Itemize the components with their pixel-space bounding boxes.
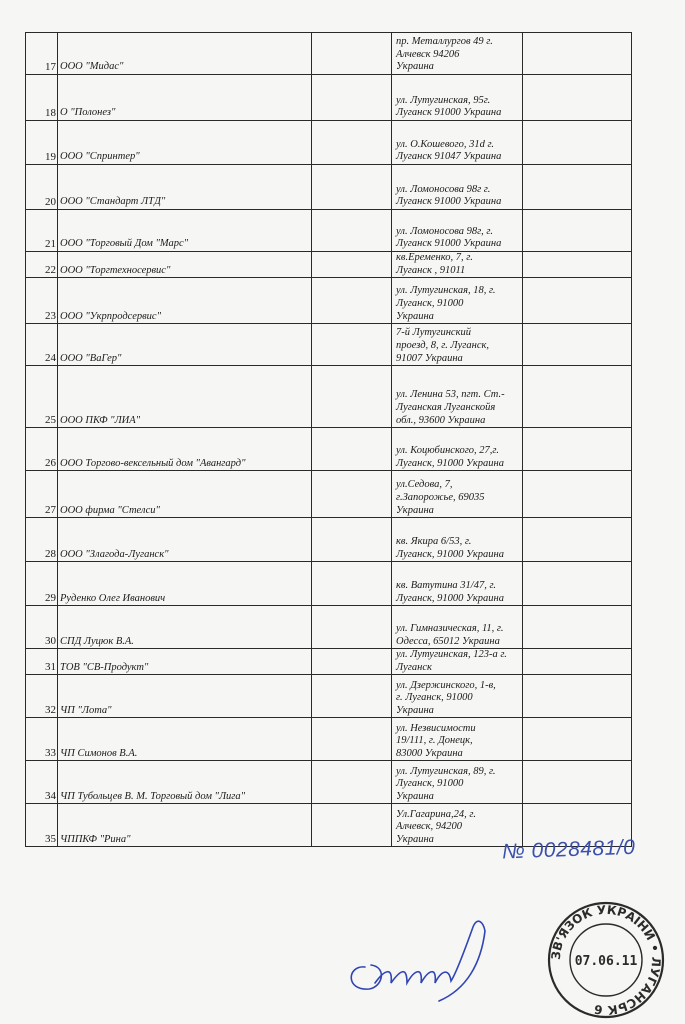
- empty-cell: [312, 121, 392, 165]
- company-name: Руденко Олег Иванович: [58, 562, 312, 606]
- empty-cell: [312, 324, 392, 366]
- address-table: [25, 32, 632, 847]
- table-row: [26, 121, 632, 165]
- row-number: 35: [26, 804, 58, 847]
- empty-cell: [312, 75, 392, 121]
- empty-cell: [523, 121, 632, 165]
- empty-cell: [312, 649, 392, 675]
- row-number: 17: [26, 33, 58, 75]
- empty-cell: [312, 278, 392, 324]
- company-name: ЧППКФ "Рина": [58, 804, 312, 847]
- company-name: ООО "ВаГер": [58, 324, 312, 366]
- empty-cell: [312, 33, 392, 75]
- row-number: 28: [26, 518, 58, 562]
- table-row: [26, 252, 632, 278]
- empty-cell: [312, 606, 392, 649]
- empty-cell: [523, 428, 632, 471]
- company-name: ООО "Злагода-Луганск": [58, 518, 312, 562]
- empty-cell: [523, 75, 632, 121]
- empty-cell: [312, 165, 392, 210]
- company-address: кв.Еременко, 7, г. Луганск , 91011: [392, 252, 523, 278]
- empty-cell: [312, 718, 392, 761]
- table-row: [26, 761, 632, 804]
- row-number: 21: [26, 210, 58, 252]
- company-address: ул. Коцюбинского, 27,г. Луганск, 91000 Украина: [392, 428, 523, 471]
- empty-cell: [312, 252, 392, 278]
- row-number: 29: [26, 562, 58, 606]
- empty-cell: [523, 210, 632, 252]
- row-number: 34: [26, 761, 58, 804]
- empty-cell: [523, 761, 632, 804]
- row-number: 19: [26, 121, 58, 165]
- row-number: 24: [26, 324, 58, 366]
- company-address: ул. Гимназическая, 11, г. Одесса, 65012 Украина: [392, 606, 523, 649]
- row-number: 30: [26, 606, 58, 649]
- company-address: кв. Якира 6/53, г. Луганск, 91000 Украина: [392, 518, 523, 562]
- table-row: [26, 324, 632, 366]
- empty-cell: [523, 366, 632, 428]
- company-address: пр. Металлургов 49 г. Алчевск 94206 Украина: [392, 33, 523, 75]
- table-row: [26, 606, 632, 649]
- company-address: ул. Лутугинская, 123-а г. Луганск: [392, 649, 523, 675]
- registration-number: № 0028481/0: [501, 835, 636, 864]
- table-row: [26, 165, 632, 210]
- empty-cell: [523, 518, 632, 562]
- empty-cell: [312, 428, 392, 471]
- company-name: ЧП Симонов В.А.: [58, 718, 312, 761]
- row-number: 25: [26, 366, 58, 428]
- table-row: [26, 75, 632, 121]
- empty-cell: [312, 518, 392, 562]
- company-name: ООО "Мидас": [58, 33, 312, 75]
- empty-cell: [312, 366, 392, 428]
- postal-stamp: [542, 900, 670, 1020]
- row-number: 33: [26, 718, 58, 761]
- company-address: ул. Лутугинская, 95г. Луганск 91000 Украина: [392, 75, 523, 121]
- stamp-ring-text: ЗВ'ЯЗОК УКРАЇНИ • ЛУГАНСЬК 6: [548, 902, 664, 1018]
- company-name: ООО Торгово-вексельный дом "Авангард": [58, 428, 312, 471]
- company-name: ООО "Торгтехносервис": [58, 252, 312, 278]
- company-name: ТОВ "СВ-Продукт": [58, 649, 312, 675]
- row-number: 20: [26, 165, 58, 210]
- row-number: 22: [26, 252, 58, 278]
- empty-cell: [523, 165, 632, 210]
- empty-cell: [523, 675, 632, 718]
- empty-cell: [523, 278, 632, 324]
- table-row: [26, 366, 632, 428]
- empty-cell: [523, 562, 632, 606]
- company-address: Ул.Гагарина,24, г. Алчевск, 94200 Украина: [392, 804, 523, 847]
- table-row: [26, 210, 632, 252]
- company-name: ООО "Укрпродсервис": [58, 278, 312, 324]
- empty-cell: [523, 649, 632, 675]
- empty-cell: [523, 33, 632, 75]
- empty-cell: [523, 471, 632, 518]
- company-address: ул. Ломоносова 98г г. Луганск 91000 Украина: [392, 165, 523, 210]
- company-name: ЧП "Лота": [58, 675, 312, 718]
- company-address: ул. Ломоносова 98г, г. Луганск 91000 Украина: [392, 210, 523, 252]
- company-name: ЧП Тубольцев В. М. Торговый дом "Лига": [58, 761, 312, 804]
- row-number: 26: [26, 428, 58, 471]
- table-row: [26, 471, 632, 518]
- company-address: ул. Дзержинского, 1-в, г. Луганск, 91000 Украина: [392, 675, 523, 718]
- table-row: [26, 278, 632, 324]
- company-name: СПД Луцюк В.А.: [58, 606, 312, 649]
- company-address: 7-й Лутугинский проезд, 8, г. Луганск, 91007 Украина: [392, 324, 523, 366]
- table-row: [26, 718, 632, 761]
- table-row: [26, 518, 632, 562]
- empty-cell: [312, 675, 392, 718]
- signature: [335, 905, 495, 1015]
- company-address: ул. Незвисимости 19/111, г. Донецк, 83000 Украина: [392, 718, 523, 761]
- stamp-date: 07.06.11: [574, 954, 638, 969]
- company-name: ООО фирма "Стелси": [58, 471, 312, 518]
- empty-cell: [312, 210, 392, 252]
- empty-cell: [312, 471, 392, 518]
- table-row: [26, 675, 632, 718]
- company-name: ООО ПКФ "ЛИА": [58, 366, 312, 428]
- empty-cell: [312, 761, 392, 804]
- company-name: ООО "Стандарт ЛТД": [58, 165, 312, 210]
- empty-cell: [523, 324, 632, 366]
- company-name: ООО "Торговый Дом "Марс": [58, 210, 312, 252]
- table-row: [26, 33, 632, 75]
- company-address: кв. Ватутина 31/47, г. Луганск, 91000 Украина: [392, 562, 523, 606]
- table-row: [26, 649, 632, 675]
- empty-cell: [523, 606, 632, 649]
- empty-cell: [523, 252, 632, 278]
- row-number: 23: [26, 278, 58, 324]
- company-name: О "Полонез": [58, 75, 312, 121]
- row-number: 18: [26, 75, 58, 121]
- company-address: ул. О.Кошевого, 31d г. Луганск 91047 Украина: [392, 121, 523, 165]
- table-row: [26, 428, 632, 471]
- empty-cell: [523, 718, 632, 761]
- company-address: ул. Ленина 53, пгт. Ст.- Луганская Луганскойя обл., 93600 Украина: [392, 366, 523, 428]
- company-name: ООО "Спринтер": [58, 121, 312, 165]
- company-address: ул. Лутугинская, 18, г. Луганск, 91000 Украина: [392, 278, 523, 324]
- row-number: 31: [26, 649, 58, 675]
- company-address: ул. Лутугинская, 89, г. Луганск, 91000 Украина: [392, 761, 523, 804]
- empty-cell: [312, 562, 392, 606]
- row-number: 32: [26, 675, 58, 718]
- row-number: 27: [26, 471, 58, 518]
- empty-cell: [312, 804, 392, 847]
- company-address: ул.Седова, 7, г.Запорожье, 69035 Украина: [392, 471, 523, 518]
- table-row: [26, 562, 632, 606]
